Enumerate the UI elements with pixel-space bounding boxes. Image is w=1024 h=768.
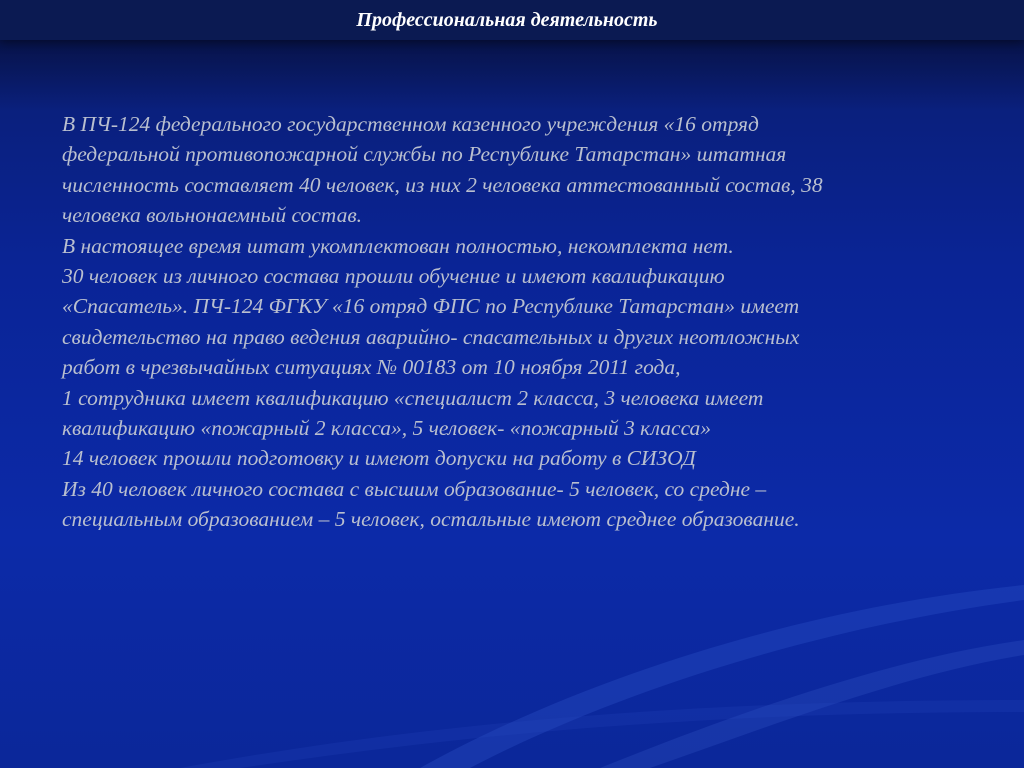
body-text (62, 109, 982, 535)
slide-title: Профессиональная деятельность (356, 8, 658, 31)
text-line: численность составляет 40 человек, из них 2 человека аттестованный состав, 38 (62, 172, 823, 197)
text-line: квалификацию «пожарный 2 класса», 5 человек- «пожарный 3 класса» (62, 416, 712, 441)
title-bar (0, 0, 1024, 40)
text-line: федеральной противопожарной службы по Республике Татарстан» штатная (62, 142, 787, 167)
text-line: В ПЧ-124 федерального государственном казенного учреждения «16 отряд (62, 112, 759, 136)
text-line: работ в чрезвычайных ситуациях № 00183 от 10 ноября 2011 года, (62, 355, 681, 380)
text-line: свидетельство на право ведения аварийно- спасательных и других неотложных (62, 324, 800, 349)
text-line: 14 человек прошли подготовку и имеют допуски на работу в СИЗОД (62, 446, 696, 471)
text-line: 1 сотрудника имеет квалификацию «специалист 2 класса, 3 человека имеет (62, 385, 764, 410)
text-line: В настоящее время штат укомплектован полностью, некомплекта нет. (62, 233, 734, 258)
text-line: 30 человек из личного состава прошли обучение и имеют квалификацию (62, 264, 725, 289)
text-line: «Спасатель». ПЧ-124 ФГКУ «16 отряд ФПС по Республике Татарстан» имеет (62, 294, 800, 319)
text-line: человека вольнонаемный состав. (62, 203, 363, 228)
text-line: специальным образованием – 5 человек, остальные имеют среднее образование. (62, 507, 800, 532)
text-line: Из 40 человек личного состава с высшим образование- 5 человек, со средне – (62, 476, 767, 501)
